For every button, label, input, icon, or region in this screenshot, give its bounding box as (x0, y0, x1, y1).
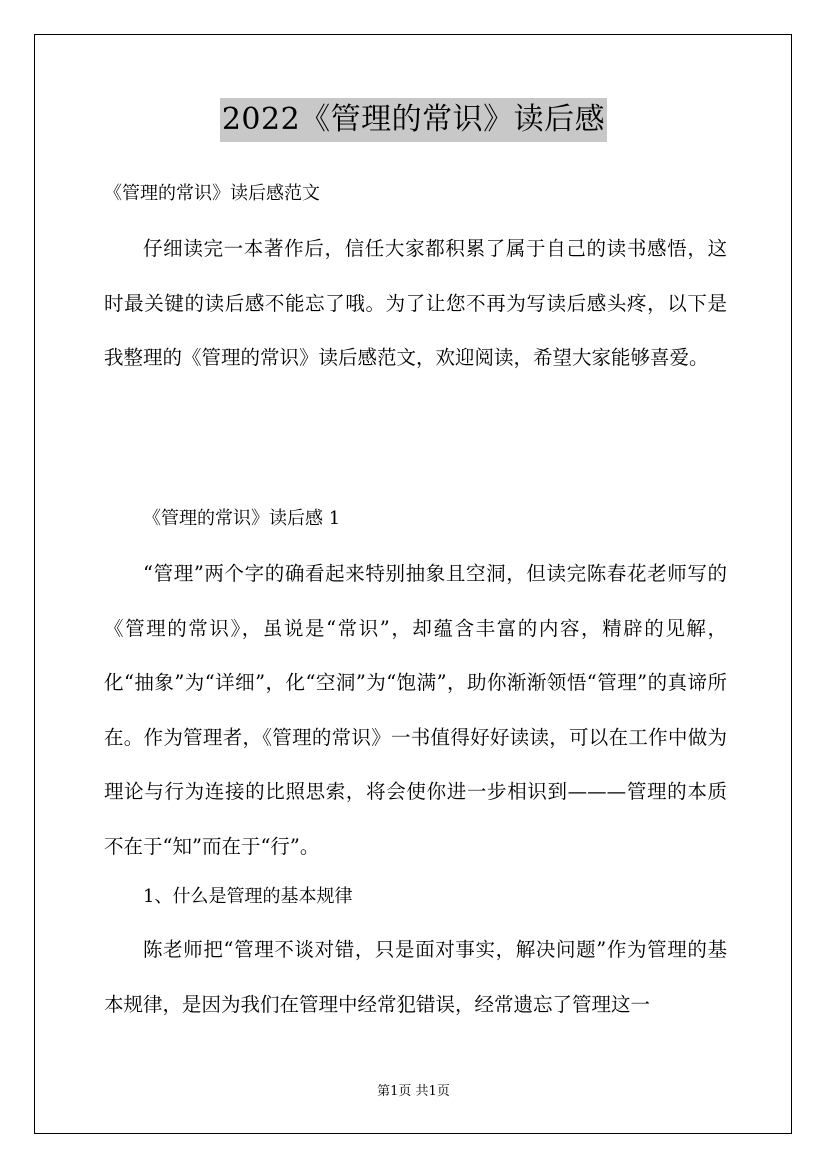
section-paragraph: “管理”两个字的确看起来特别抽象且空洞，但读完陈春花老师写的《管理的常识》，虽说是“常识”，却蕴含丰富的内容，精辟的见解，化“抽象”为“详细”，化“空洞”为“饱满”，助你渐渐领悟“管理”的真谛所在。作为管理者，《管理的常识》一书值得好好读读，可以在工作中做为理论与行为连接的比照思索，将会使你进一步相识到———管理的本质不在于“知”而在于“行”。 (104, 562, 727, 858)
page-footer: 第1页 共1页 (377, 1084, 450, 1099)
section-title: 《管理的常识》读后感 1 (143, 508, 341, 529)
item-paragraph: 陈老师把“管理不谈对错，只是面对事实，解决问题”作为管理的基本规律，是因为我们在管理中经常犯错误，经常遗忘了管理这一 (104, 938, 727, 1016)
document-subheading: 《管理的常识》读后感范文 (104, 183, 320, 204)
document-title: 2022《管理的常识》读后感 (220, 98, 607, 142)
intro-paragraph: 仔细读完一本著作后，信任大家都积累了属于自己的读书感悟，这时最关键的读后感不能忘了哦。为了让您不再为写读后感头疼，以下是我整理的《管理的常识》读后感范文，欢迎阅读，希望大家能够喜爱。 (104, 237, 727, 369)
title-container (0, 98, 827, 142)
item-title: 1、什么是管理的基本规律 (143, 886, 353, 907)
